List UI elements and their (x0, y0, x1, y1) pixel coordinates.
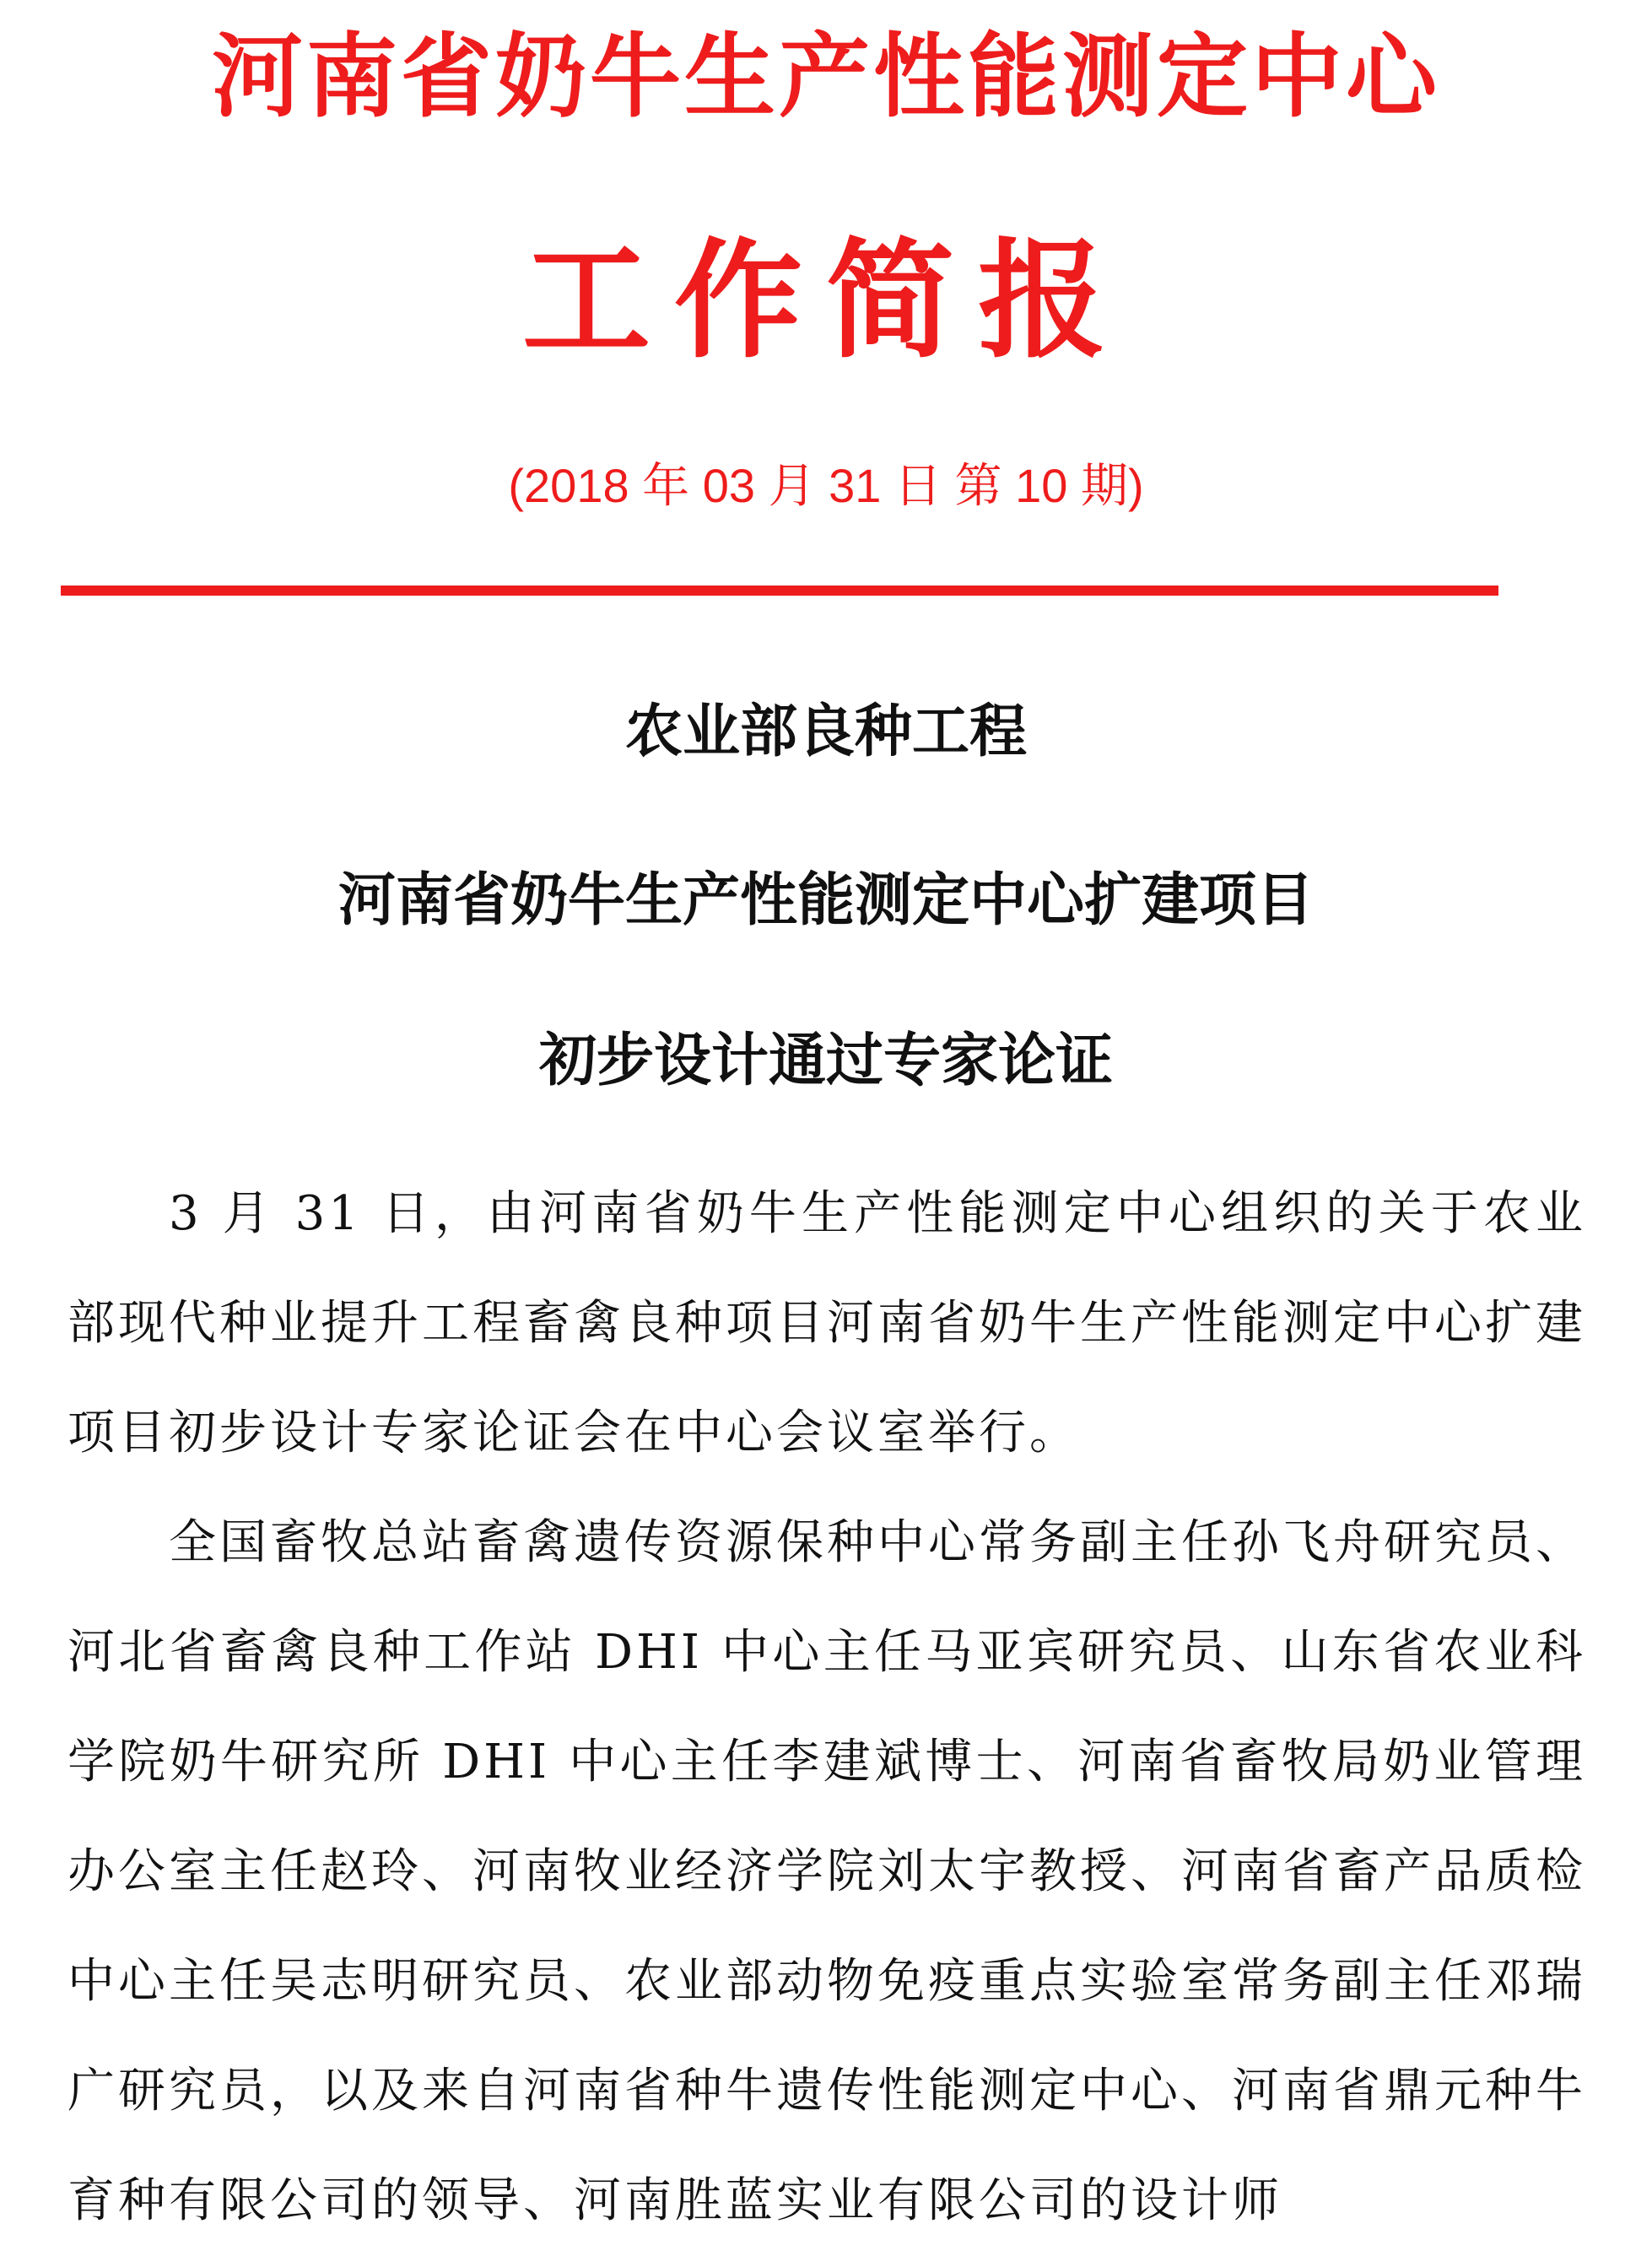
headline-line-1: 农业部良种工程 (624, 699, 1027, 765)
issue-date-number: (2018 年 03 月 31 日 第 10 期) (508, 459, 1144, 512)
headline-line-2: 河南省奶牛生产性能测定中心扩建项目 (337, 867, 1314, 934)
article-body (67, 1159, 1586, 2256)
red-divider-rule (61, 586, 1498, 596)
masthead-organization: 河南省奶牛生产性能测定中心 (211, 24, 1440, 130)
article-paragraph-2: 全国畜牧总站畜禽遗传资源保种中心常务副主任孙飞舟研究员、河北省畜禽良种工作站 DHI 中心主任马亚宾研究员、山东省农业科学院奶牛研究所 DHI 中心主任李建斌博士、河南省畜牧局奶业管理办公室主任赵玲、河南牧业经济学院刘太宇教授、河南省畜产品质检中心主任吴志明研究员、农业部动物免疫重点实验室常务副主任邓瑞广研究员，以及来自河南省种牛遗传性能测定中心、河南省鼎元种牛育种有限公司的领导、河南胜蓝实业有限公司的设计师 (67, 1515, 1586, 2228)
article-paragraph-1: 3 月 31 日，由河南省奶牛生产性能测定中心组织的关于农业部现代种业提升工程畜禽良种项目河南省奶牛生产性能测定中心扩建项目初步设计专家论证会在中心会议室举行。 (67, 1186, 1586, 1460)
masthead-title: 工作简报 (522, 226, 1130, 375)
headline-line-3: 初步设计通过专家论证 (538, 1028, 1113, 1094)
